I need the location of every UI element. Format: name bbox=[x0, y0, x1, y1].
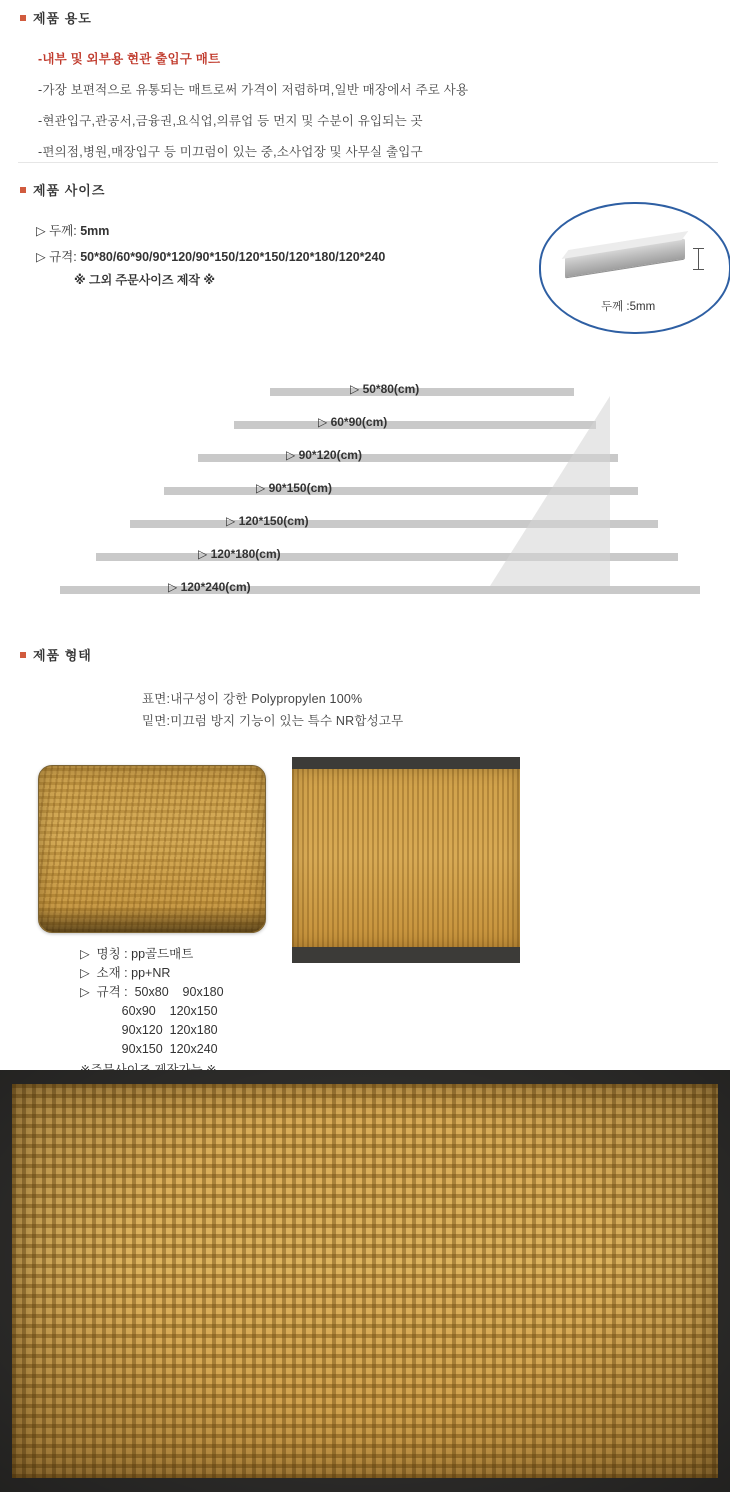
hero-vignette bbox=[0, 1070, 730, 1492]
form-spec-size-3: 90x120 120x180 bbox=[80, 1023, 218, 1037]
form-desc-line-1: 표면:내구성이 강한 Polypropylen 100% bbox=[142, 692, 363, 706]
product-photo-closeup bbox=[292, 757, 520, 963]
thickness-value: 5mm bbox=[80, 224, 110, 238]
form-spec-size-1: ▷ 규격 : 50x80 90x180 bbox=[80, 985, 224, 999]
usage-text-block bbox=[38, 49, 710, 160]
size-section-header bbox=[20, 180, 720, 199]
mat-label-5: ▷ 120*150(cm) bbox=[226, 514, 309, 528]
usage-section-title: 제품 용도 bbox=[33, 11, 92, 26]
usage-line-3: -편의점,병원,매장입구 등 미끄럼이 있는 중,소사업장 및 사무실 출입구 bbox=[38, 145, 423, 159]
usage-section-header bbox=[20, 8, 710, 27]
spec-label: ▷ 규격: bbox=[36, 250, 77, 264]
form-spec-size-4: 90x150 120x240 bbox=[80, 1042, 218, 1056]
section-divider bbox=[18, 162, 718, 163]
bubble-thickness-label: 두께 :5mm bbox=[601, 301, 656, 313]
mat-label-4: ▷ 90*150(cm) bbox=[256, 481, 332, 495]
size-section-title: 제품 사이즈 bbox=[33, 183, 106, 198]
custom-size-note: ※ 그외 주문사이즈 제작 ※ bbox=[74, 273, 215, 287]
thickness-label: ▷ 두께: bbox=[36, 224, 77, 238]
form-spec-name: ▷ 명칭 : pp골드매트 bbox=[80, 947, 194, 961]
mat-shape-7 bbox=[60, 586, 700, 594]
mat-label-1: ▷ 50*80(cm) bbox=[350, 382, 420, 396]
usage-line-1: -가장 보편적으로 유통되는 매트로써 가격이 저렴하며,일반 매장에서 주로 사용 bbox=[38, 83, 469, 97]
product-photo-angled bbox=[38, 765, 266, 933]
form-section bbox=[20, 645, 720, 1056]
usage-section bbox=[20, 8, 710, 173]
mat-label-7: ▷ 120*240(cm) bbox=[168, 580, 251, 594]
usage-line-2: -현관입구,관공서,금융권,요식업,의류업 등 먼지 및 수분이 유입되는 곳 bbox=[38, 114, 423, 128]
form-spec-list bbox=[80, 945, 224, 1080]
thickness-measure-icon bbox=[698, 248, 699, 270]
mat-label-2: ▷ 60*90(cm) bbox=[318, 415, 388, 429]
form-section-title: 제품 형태 bbox=[33, 648, 92, 663]
square-bullet-icon bbox=[20, 187, 26, 193]
size-section bbox=[20, 180, 720, 594]
mat-shape-1 bbox=[270, 388, 574, 396]
spec-value: 50*80/60*90/90*120/90*150/120*150/120*180/120*240 bbox=[80, 250, 386, 264]
mat-edge-illustration bbox=[565, 238, 685, 277]
mat-label-3: ▷ 90*120(cm) bbox=[286, 448, 362, 462]
usage-highlight-line: -내부 및 외부용 현관 출입구 매트 bbox=[38, 52, 221, 66]
mat-depth-edge bbox=[490, 396, 610, 586]
form-section-header bbox=[20, 645, 720, 664]
mat-label-6: ▷ 120*180(cm) bbox=[198, 547, 281, 561]
form-spec-material: ▷ 소재 : pp+NR bbox=[80, 966, 171, 980]
hero-product-photo bbox=[0, 1070, 730, 1492]
form-spec-size-2: 60x90 120x150 bbox=[80, 1004, 218, 1018]
form-desc-line-2: 밑면:미끄럼 방지 기능이 있는 특수 NR합성고무 bbox=[142, 714, 404, 728]
form-description-block bbox=[142, 688, 720, 732]
square-bullet-icon bbox=[20, 652, 26, 658]
square-bullet-icon bbox=[20, 15, 26, 21]
